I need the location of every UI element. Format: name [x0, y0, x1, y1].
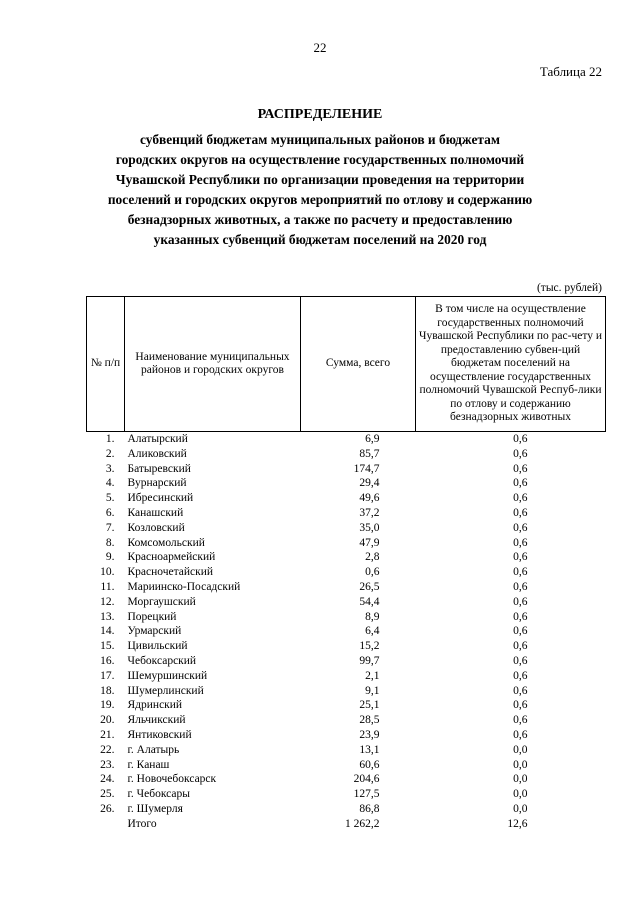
row-part: 0,6 — [513, 669, 528, 682]
row-part: 0,0 — [513, 758, 528, 771]
row-number: 18. — [100, 684, 115, 697]
row-name: Чебоксарский — [127, 654, 197, 667]
row-part: 0,6 — [513, 433, 528, 445]
row-number: 14. — [100, 625, 115, 638]
row-part: 0,0 — [513, 788, 528, 801]
table-header-row — [87, 297, 606, 432]
row-number: 3. — [105, 462, 115, 475]
row-number: 2. — [105, 447, 115, 460]
column-header-name: Наименование муниципальных районов и городских округов — [125, 297, 301, 432]
row-number: 17. — [100, 669, 115, 682]
table-row — [87, 743, 606, 758]
row-name: Янтиковский — [127, 728, 192, 741]
row-number: 9. — [105, 551, 115, 564]
row-number: 1. — [105, 433, 115, 445]
table-row — [87, 698, 606, 713]
table-row — [87, 772, 606, 787]
page-number: 22 — [313, 40, 327, 55]
row-name: Ядринский — [127, 699, 183, 712]
row-part: 0,6 — [513, 462, 528, 475]
table-row — [87, 595, 606, 610]
row-number: 8. — [105, 536, 115, 549]
row-name: Шумерлинский — [127, 684, 204, 697]
row-sum: 25,1 — [359, 699, 380, 712]
row-number: 20. — [100, 714, 115, 727]
row-sum: 35,0 — [359, 521, 380, 534]
row-sum: 0,6 — [365, 566, 380, 579]
row-sum: 15,2 — [359, 640, 380, 653]
row-number: 22. — [100, 743, 115, 756]
total-label: Итого — [127, 817, 157, 830]
row-sum: 2,1 — [365, 669, 380, 682]
row-part: 0,0 — [513, 802, 528, 815]
row-sum: 2,8 — [365, 551, 380, 564]
row-number: 12. — [100, 595, 115, 608]
title-line: безнадзорных животных, а также по расчету и предоставлению — [127, 212, 513, 227]
column-header-sum: Сумма, всего — [301, 297, 416, 432]
row-part: 0,6 — [513, 580, 528, 593]
table-row — [87, 802, 606, 817]
table-row — [87, 580, 606, 595]
row-name: г. Чебоксары — [127, 788, 190, 801]
table-row — [87, 491, 606, 506]
row-sum: 28,5 — [359, 714, 380, 727]
title-line: поселений и городских округов мероприятий по отлову и содержанию — [107, 192, 533, 207]
row-sum: 60,6 — [359, 758, 380, 771]
row-part: 0,6 — [513, 625, 528, 638]
table-row — [87, 506, 606, 521]
row-name: Вурнарский — [127, 477, 187, 490]
title-line: указанных субвенций бюджетам поселений на 2020 год — [153, 232, 487, 247]
row-name: г. Шумерля — [127, 802, 183, 815]
row-name: г. Новочебоксарск — [127, 773, 217, 786]
table-row — [87, 654, 606, 669]
row-number: 23. — [100, 758, 115, 771]
row-sum: 49,6 — [359, 492, 380, 505]
row-part: 0,6 — [513, 595, 528, 608]
row-number: 16. — [100, 654, 115, 667]
row-part: 0,6 — [513, 714, 528, 727]
row-number: 19. — [100, 699, 115, 712]
row-part: 0,6 — [513, 610, 528, 623]
row-part: 0,6 — [513, 492, 528, 505]
total-sum: 1 262,2 — [345, 817, 380, 830]
table-row — [87, 684, 606, 699]
row-sum: 85,7 — [359, 447, 380, 460]
row-part: 0,0 — [513, 773, 528, 786]
row-part: 0,6 — [513, 699, 528, 712]
table-row — [87, 639, 606, 654]
row-name: Красноармейский — [127, 551, 216, 564]
row-sum: 204,6 — [353, 773, 380, 786]
row-number: 24. — [100, 773, 115, 786]
row-name: г. Алатырь — [127, 743, 180, 756]
row-name: Комсомольский — [127, 536, 205, 549]
table-row — [87, 432, 606, 447]
row-name: Козловский — [127, 521, 185, 534]
row-sum: 174,7 — [353, 462, 380, 475]
row-name: Порецкий — [127, 610, 177, 623]
row-sum: 9,1 — [365, 684, 380, 697]
title-line: Чувашской Республики по организации проведения на территории — [115, 172, 525, 187]
table-row — [87, 462, 606, 477]
row-sum: 37,2 — [359, 506, 380, 519]
row-sum: 127,5 — [353, 788, 380, 801]
row-name: Красночетайский — [127, 566, 214, 579]
table-row — [87, 565, 606, 580]
column-header-part: В том числе на осуществление государственных полномочий Чувашской Республики по рас-чету и предоставлению субвен-ций бюджетам поселений на осуществление государственных полномочий Чувашской Респуб-лики по отлову и содержанию безнадзорных животных — [416, 297, 606, 432]
table-label: Таблица 22 — [539, 64, 602, 79]
row-name: Мариинско-Посадский — [127, 580, 241, 593]
row-name: Батыревский — [127, 462, 191, 475]
row-sum: 6,4 — [365, 625, 380, 638]
total-part: 12,6 — [507, 817, 528, 830]
row-name: Цивильский — [127, 640, 188, 653]
row-number: 21. — [100, 728, 115, 741]
document-title: РАСПРЕДЕЛЕНИЕ — [257, 107, 383, 122]
table-row — [87, 713, 606, 728]
table-row — [87, 787, 606, 802]
table-row — [87, 728, 606, 743]
row-number: 15. — [100, 640, 115, 653]
row-part: 0,6 — [513, 684, 528, 697]
row-sum: 13,1 — [359, 743, 380, 756]
table-row — [87, 758, 606, 773]
column-header-num: № п/п — [87, 297, 125, 432]
row-name: Алатырский — [127, 433, 188, 445]
row-part: 0,6 — [513, 506, 528, 519]
table-row — [87, 624, 606, 639]
row-sum: 8,9 — [365, 610, 380, 623]
units-label: (тыс. рублей) — [536, 282, 602, 294]
row-name: Ибресинский — [127, 492, 194, 505]
row-part: 0,6 — [513, 521, 528, 534]
row-sum: 54,4 — [359, 595, 380, 608]
row-sum: 23,9 — [359, 728, 380, 741]
table-row — [87, 550, 606, 565]
row-number: 10. — [100, 566, 115, 579]
row-name: Яльчикский — [127, 714, 186, 727]
total-blank-cell — [87, 817, 125, 832]
total-row — [87, 817, 606, 832]
title-line: городских округов на осуществление государственных полномочий — [115, 152, 525, 167]
table-row — [87, 610, 606, 625]
row-part: 0,6 — [513, 640, 528, 653]
row-number: 11. — [100, 580, 115, 593]
title-line: субвенций бюджетам муниципальных районов и бюджетам — [140, 132, 500, 147]
row-part: 0,6 — [513, 566, 528, 579]
row-number: 6. — [105, 506, 115, 519]
row-name: Канашский — [127, 506, 184, 519]
row-part: 0,6 — [513, 536, 528, 549]
row-part: 0,0 — [513, 743, 528, 756]
table-row — [87, 669, 606, 684]
row-number: 26. — [100, 802, 115, 815]
table-row — [87, 476, 606, 491]
row-sum: 47,9 — [359, 536, 380, 549]
table-row — [87, 447, 606, 462]
title-block — [60, 106, 580, 250]
row-number: 5. — [105, 492, 115, 505]
row-number: 25. — [100, 788, 115, 801]
row-name: Шемуршинский — [127, 669, 208, 682]
row-name: Урмарский — [127, 625, 182, 638]
row-part: 0,6 — [513, 477, 528, 490]
row-name: г. Канаш — [127, 758, 170, 771]
row-part: 0,6 — [513, 728, 528, 741]
row-name: Моргаушский — [127, 595, 196, 608]
row-number: 4. — [105, 477, 115, 490]
row-number: 13. — [100, 610, 115, 623]
table-body — [87, 432, 606, 832]
row-sum: 29,4 — [359, 477, 380, 490]
row-part: 0,6 — [513, 447, 528, 460]
row-part: 0,6 — [513, 654, 528, 667]
row-sum: 86,8 — [359, 802, 380, 815]
row-sum: 99,7 — [359, 654, 380, 667]
row-part: 0,6 — [513, 551, 528, 564]
row-number: 7. — [105, 521, 115, 534]
row-sum: 6,9 — [365, 433, 380, 445]
table-row — [87, 521, 606, 536]
table-row — [87, 536, 606, 551]
row-sum: 26,5 — [359, 580, 380, 593]
row-name: Аликовский — [127, 447, 187, 460]
distribution-table — [86, 296, 606, 832]
